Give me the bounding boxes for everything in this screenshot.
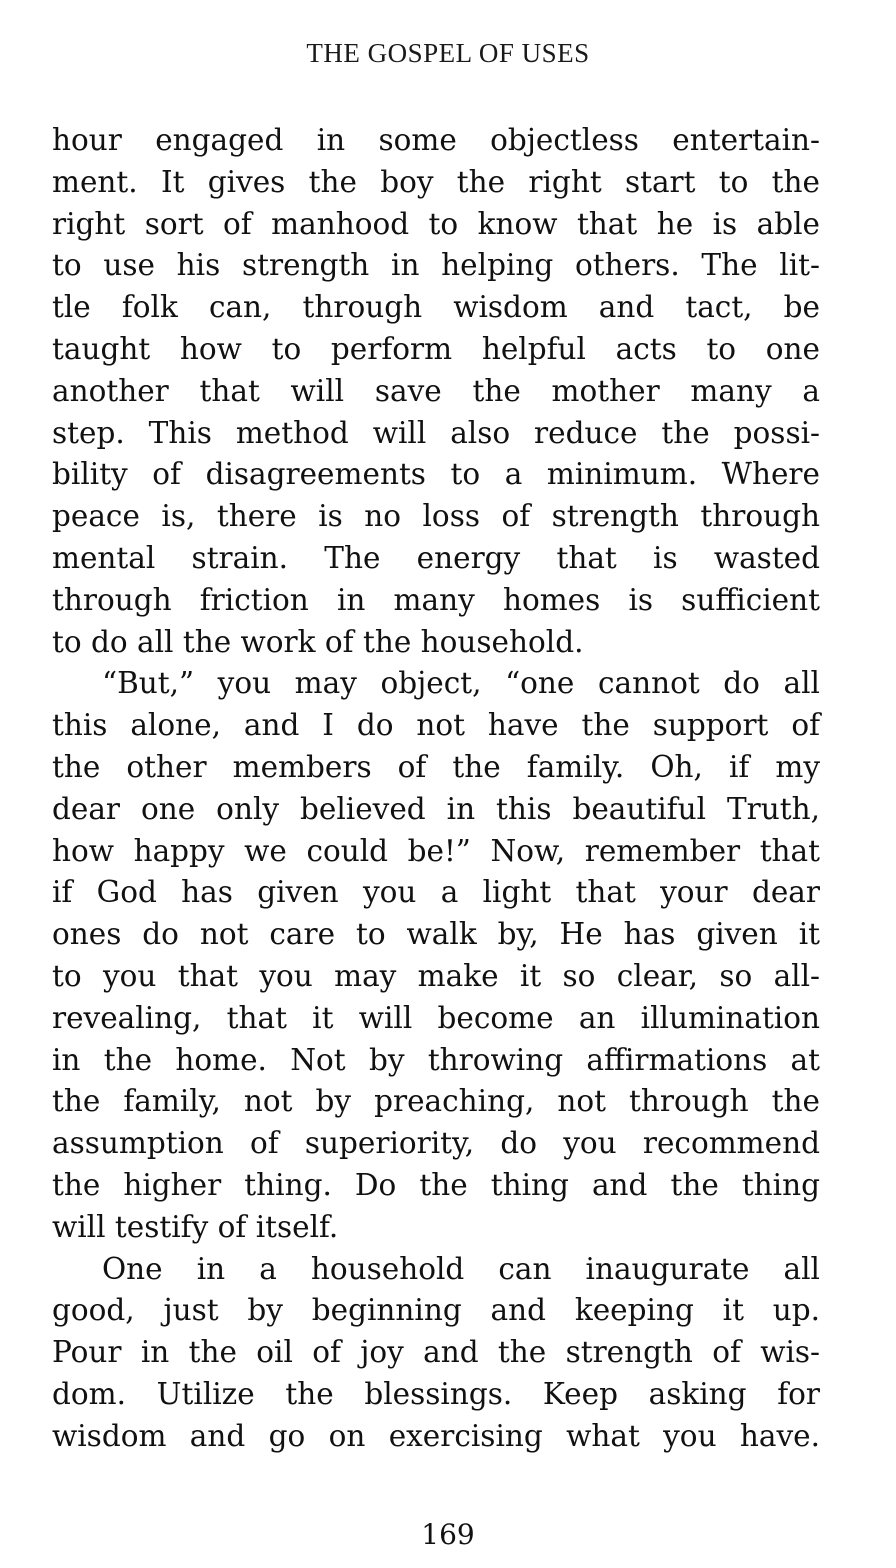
text-line: in the home. Not by throwing affirmations at: [52, 1042, 820, 1077]
text-line: hour engaged in some objectless entertain-: [52, 123, 820, 157]
text-line: right sort of manhood to know that he is able: [52, 206, 820, 241]
paragraph: [52, 1249, 820, 1458]
text-line: dom. Utilize the blessings. Keep asking for: [52, 1376, 820, 1411]
paragraph: [52, 663, 820, 1248]
text-line: to use his strength in helping others. The lit-: [52, 248, 820, 283]
text-line: dear one only believed in this beautiful Truth,: [52, 791, 820, 826]
text-line: how happy we could be!” Now, remember that: [52, 833, 820, 868]
text-line: the other members of the family. Oh, if my: [52, 749, 820, 784]
text-line: good, just by beginning and keeping it up.: [52, 1293, 820, 1328]
paragraph: [52, 120, 820, 663]
running-head: THE GOSPEL OF USES: [306, 38, 590, 68]
text-line: “But,” you may object, “one cannot do all: [102, 666, 820, 701]
text-line: assumption of superiority, do you recommend: [52, 1126, 820, 1161]
text-line: revealing, that it will become an illumination: [52, 1000, 820, 1035]
text-line: the family, not by preaching, not through the: [52, 1084, 820, 1119]
text-line: the higher thing. Do the thing and the thing: [52, 1167, 820, 1202]
text-line: wisdom and go on exercising what you have.: [52, 1418, 820, 1453]
text-line: peace is, there is no loss of strength through: [52, 499, 820, 534]
page-number: 169: [421, 1518, 475, 1551]
text-line: to do all the work of the household.: [52, 624, 584, 659]
text-line: step. This method will also reduce the possi-: [52, 415, 820, 450]
text-line: to you that you may make it so clear, so all-: [52, 958, 820, 993]
text-line: ment. It gives the boy the right start to the: [52, 164, 820, 199]
text-line: taught how to perform helpful acts to one: [52, 331, 820, 366]
text-line: bility of disagreements to a minimum. Where: [52, 457, 820, 492]
body-text: [52, 120, 820, 1458]
text-line: through friction in many homes is sufficient: [52, 582, 820, 617]
text-line: another that will save the mother many a: [52, 373, 820, 408]
text-line: Pour in the oil of joy and the strength of wis-: [52, 1335, 820, 1370]
text-line: will testify of itself.: [52, 1209, 339, 1244]
text-line: ones do not care to walk by, He has given it: [52, 917, 820, 952]
text-line: mental strain. The energy that is wasted: [52, 540, 820, 575]
text-line: if God has given you a light that your dear: [52, 875, 820, 910]
text-line: this alone, and I do not have the support of: [52, 708, 820, 743]
text-line: tle folk can, through wisdom and tact, be: [52, 290, 820, 325]
text-line: One in a household can inaugurate all: [102, 1251, 820, 1286]
